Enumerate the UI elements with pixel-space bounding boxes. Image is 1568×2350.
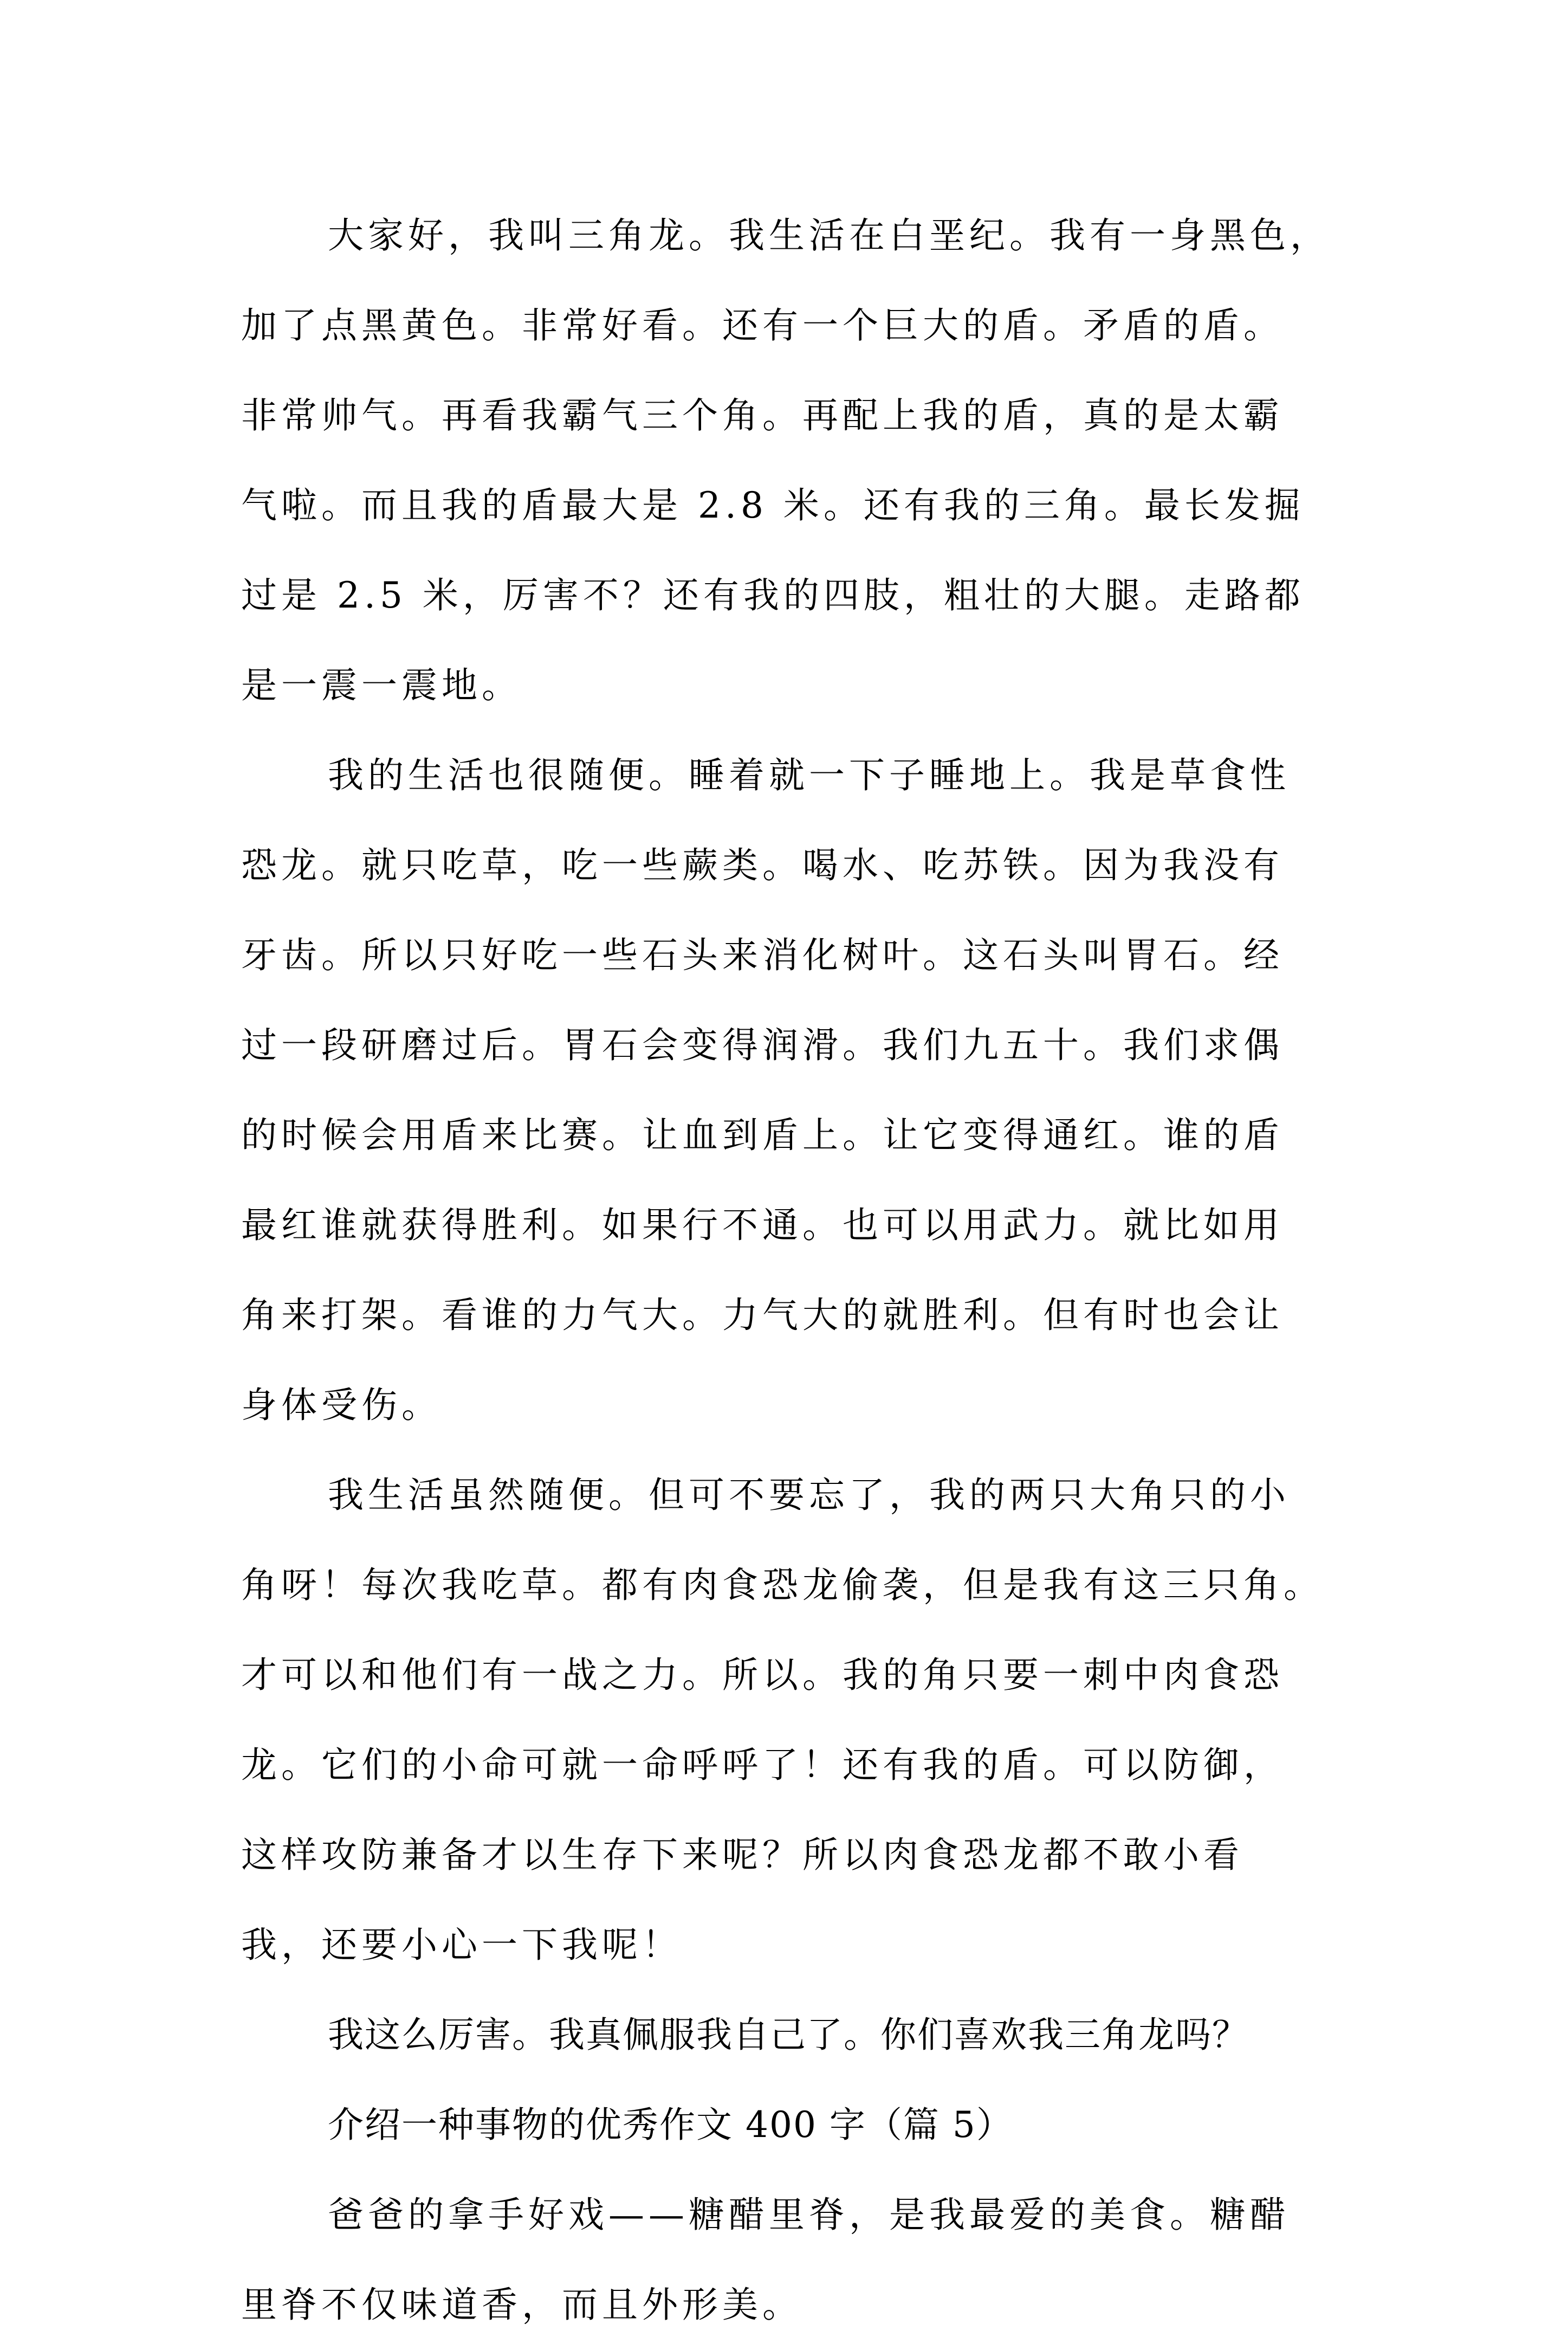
paragraph-line: 过一段研磨过后。胃石会变得润滑。我们九五十。我们求偶 — [241, 1024, 1284, 1066]
paragraph-line: 这样攻防兼备才以生存下来呢？所以肉食恐龙都不敢小看 — [241, 1834, 1243, 1876]
paragraph-line: 我生活虽然随便。但可不要忘了，我的两只大角只的小 — [328, 1474, 1290, 1516]
paragraph-line: 恐龙。就只吃草，吃一些蕨类。喝水、吃苏铁。因为我没有 — [241, 844, 1284, 886]
paragraph-line: 角来打架。看谁的力气大。力气大的就胜利。但有时也会让 — [241, 1294, 1284, 1336]
document-body — [241, 191, 1352, 2350]
paragraph-line: 龙。它们的小命可就一命呼呼了！还有我的盾。可以防御， — [241, 1744, 1284, 1786]
paragraph-line: 加了点黑黄色。非常好看。还有一个巨大的盾。矛盾的盾。 — [241, 305, 1284, 346]
paragraph-line: 过是 2.5 米，厉害不？还有我的四肢，粗壮的大腿。走路都 — [241, 574, 1305, 616]
paragraph-line: 里脊不仅味道香，而且外形美。 — [241, 2284, 802, 2326]
paragraph-line: 是一震一震地。 — [241, 664, 522, 706]
paragraph-line: 我，还要小心一下我呢！ — [241, 1924, 682, 1966]
paragraph-line: 非常帅气。再看我霸气三个角。再配上我的盾，真的是太霸 — [241, 395, 1284, 436]
paragraph-line: 角呀！每次我吃草。都有肉食恐龙偷袭，但是我有这三只角。 — [241, 1564, 1324, 1606]
paragraph-line: 身体受伤。 — [241, 1384, 442, 1426]
paragraph-line: 的时候会用盾来比赛。让血到盾上。让它变得通红。谁的盾 — [241, 1114, 1284, 1156]
paragraph-4 — [241, 1990, 1352, 2080]
paragraph-line: 我这么厉害。我真佩服我自己了。你们喜欢我三角龙吗？ — [328, 2014, 1249, 2056]
paragraph-line: 我的生活也很随便。睡着就一下子睡地上。我是草食性 — [328, 754, 1290, 796]
paragraph-line: 牙齿。所以只好吃一些石头来消化树叶。这石头叫胃石。经 — [241, 934, 1284, 976]
paragraph-line: 气啦。而且我的盾最大是 2.8 米。还有我的三角。最长发掘 — [241, 485, 1305, 526]
paragraph-line: 大家好，我叫三角龙。我生活在白垩纪。我有一身黑色， — [328, 215, 1330, 256]
section-heading — [241, 2080, 1352, 2170]
paragraph-2 — [241, 731, 1352, 1450]
paragraph-line: 才可以和他们有一战之力。所以。我的角只要一刺中肉食恐 — [241, 1654, 1284, 1696]
paragraph-line: 最红谁就获得胜利。如果行不通。也可以用武力。就比如用 — [241, 1204, 1284, 1246]
paragraph-3 — [241, 1450, 1352, 1990]
paragraph-6 — [241, 2170, 1352, 2350]
paragraph-1 — [241, 191, 1352, 731]
paragraph-line: 爸爸的拿手好戏——糖醋里脊，是我最爱的美食。糖醋 — [328, 2194, 1290, 2236]
heading-line: 介绍一种事物的优秀作文 400 字（篇 5） — [328, 2104, 1013, 2146]
